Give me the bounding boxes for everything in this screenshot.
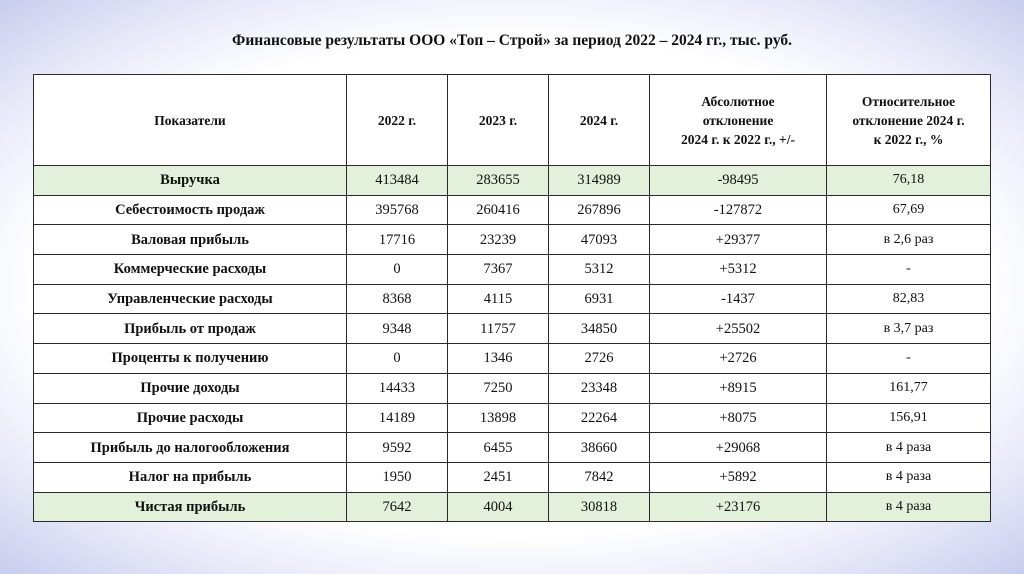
header-indicators: Показатели xyxy=(34,75,347,166)
cell-indicator: Проценты к получению xyxy=(34,344,347,374)
cell-2022: 9348 xyxy=(347,314,448,344)
cell-absolute-deviation: +8915 xyxy=(650,373,827,403)
table-row xyxy=(34,492,991,522)
cell-2023: 23239 xyxy=(448,225,549,255)
cell-2022: 14189 xyxy=(347,403,448,433)
header-relative-deviation xyxy=(827,75,991,166)
table-row xyxy=(34,373,991,403)
slide-title: Финансовые результаты ООО «Топ – Строй» за период 2022 – 2024 гг., тыс. руб. xyxy=(232,32,792,49)
cell-relative-deviation: - xyxy=(827,255,991,285)
cell-indicator: Прочие доходы xyxy=(34,373,347,403)
cell-relative-deviation: 82,83 xyxy=(827,284,991,314)
cell-2022: 413484 xyxy=(347,166,448,196)
cell-2022: 0 xyxy=(347,344,448,374)
cell-absolute-deviation: +23176 xyxy=(650,492,827,522)
cell-2023: 260416 xyxy=(448,195,549,225)
financial-results-table xyxy=(33,74,991,522)
cell-2022: 14433 xyxy=(347,373,448,403)
table-row xyxy=(34,195,991,225)
cell-absolute-deviation: +29068 xyxy=(650,433,827,463)
cell-2022: 9592 xyxy=(347,433,448,463)
cell-indicator: Управленческие расходы xyxy=(34,284,347,314)
cell-2024: 30818 xyxy=(549,492,650,522)
cell-relative-deviation: в 2,6 раз xyxy=(827,225,991,255)
cell-relative-deviation: в 4 раза xyxy=(827,492,991,522)
cell-2022: 1950 xyxy=(347,462,448,492)
cell-relative-deviation: 161,77 xyxy=(827,373,991,403)
cell-2023: 4004 xyxy=(448,492,549,522)
cell-2024: 267896 xyxy=(549,195,650,225)
header-year-2023: 2023 г. xyxy=(448,75,549,166)
cell-2024: 22264 xyxy=(549,403,650,433)
header-absolute-line-2: отклонение xyxy=(702,112,774,128)
cell-2022: 8368 xyxy=(347,284,448,314)
cell-absolute-deviation: -98495 xyxy=(650,166,827,196)
cell-indicator: Себестоимость продаж xyxy=(34,195,347,225)
table-row xyxy=(34,344,991,374)
cell-2024: 23348 xyxy=(549,373,650,403)
cell-relative-deviation: в 4 раза xyxy=(827,433,991,463)
cell-absolute-deviation: +2726 xyxy=(650,344,827,374)
cell-2024: 38660 xyxy=(549,433,650,463)
cell-2024: 314989 xyxy=(549,166,650,196)
table-header-row xyxy=(34,75,991,166)
cell-relative-deviation: в 4 раза xyxy=(827,462,991,492)
header-relative-line-3: к 2022 г., % xyxy=(873,131,944,147)
table-row xyxy=(34,403,991,433)
cell-2023: 2451 xyxy=(448,462,549,492)
cell-indicator: Прибыль от продаж xyxy=(34,314,347,344)
table-row xyxy=(34,255,991,285)
header-absolute-line-1: Абсолютное xyxy=(701,93,775,109)
cell-relative-deviation: 76,18 xyxy=(827,166,991,196)
cell-relative-deviation: 67,69 xyxy=(827,195,991,225)
table-row xyxy=(34,166,991,196)
header-relative-line-1: Относительное xyxy=(861,93,956,109)
cell-2023: 7367 xyxy=(448,255,549,285)
cell-2022: 0 xyxy=(347,255,448,285)
cell-2024: 2726 xyxy=(549,344,650,374)
header-absolute-line-3: 2024 г. к 2022 г., +/- xyxy=(681,131,795,147)
table-row xyxy=(34,433,991,463)
cell-absolute-deviation: +25502 xyxy=(650,314,827,344)
table-row xyxy=(34,462,991,492)
cell-2024: 5312 xyxy=(549,255,650,285)
cell-indicator: Валовая прибыль xyxy=(34,225,347,255)
cell-indicator: Налог на прибыль xyxy=(34,462,347,492)
cell-2023: 13898 xyxy=(448,403,549,433)
cell-2024: 34850 xyxy=(549,314,650,344)
cell-2023: 11757 xyxy=(448,314,549,344)
table-body xyxy=(34,166,991,522)
cell-2022: 7642 xyxy=(347,492,448,522)
cell-absolute-deviation: -1437 xyxy=(650,284,827,314)
cell-indicator: Прибыль до налогообложения xyxy=(34,433,347,463)
header-year-2024: 2024 г. xyxy=(549,75,650,166)
cell-2024: 47093 xyxy=(549,225,650,255)
header-absolute-deviation xyxy=(650,75,827,166)
cell-absolute-deviation: +8075 xyxy=(650,403,827,433)
cell-indicator: Выручка xyxy=(34,166,347,196)
header-year-2022: 2022 г. xyxy=(347,75,448,166)
cell-2022: 17716 xyxy=(347,225,448,255)
cell-absolute-deviation: +29377 xyxy=(650,225,827,255)
cell-indicator: Коммерческие расходы xyxy=(34,255,347,285)
cell-2024: 6931 xyxy=(549,284,650,314)
cell-indicator: Чистая прибыль xyxy=(34,492,347,522)
cell-indicator: Прочие расходы xyxy=(34,403,347,433)
cell-2023: 6455 xyxy=(448,433,549,463)
cell-relative-deviation: - xyxy=(827,344,991,374)
cell-2023: 283655 xyxy=(448,166,549,196)
cell-2023: 1346 xyxy=(448,344,549,374)
header-relative-line-2: отклонение 2024 г. xyxy=(852,112,965,128)
table-row xyxy=(34,225,991,255)
cell-absolute-deviation: +5892 xyxy=(650,462,827,492)
cell-2024: 7842 xyxy=(549,462,650,492)
table-row xyxy=(34,314,991,344)
cell-2023: 7250 xyxy=(448,373,549,403)
cell-absolute-deviation: +5312 xyxy=(650,255,827,285)
cell-2022: 395768 xyxy=(347,195,448,225)
cell-absolute-deviation: -127872 xyxy=(650,195,827,225)
table-row xyxy=(34,284,991,314)
cell-2023: 4115 xyxy=(448,284,549,314)
cell-relative-deviation: 156,91 xyxy=(827,403,991,433)
cell-relative-deviation: в 3,7 раз xyxy=(827,314,991,344)
